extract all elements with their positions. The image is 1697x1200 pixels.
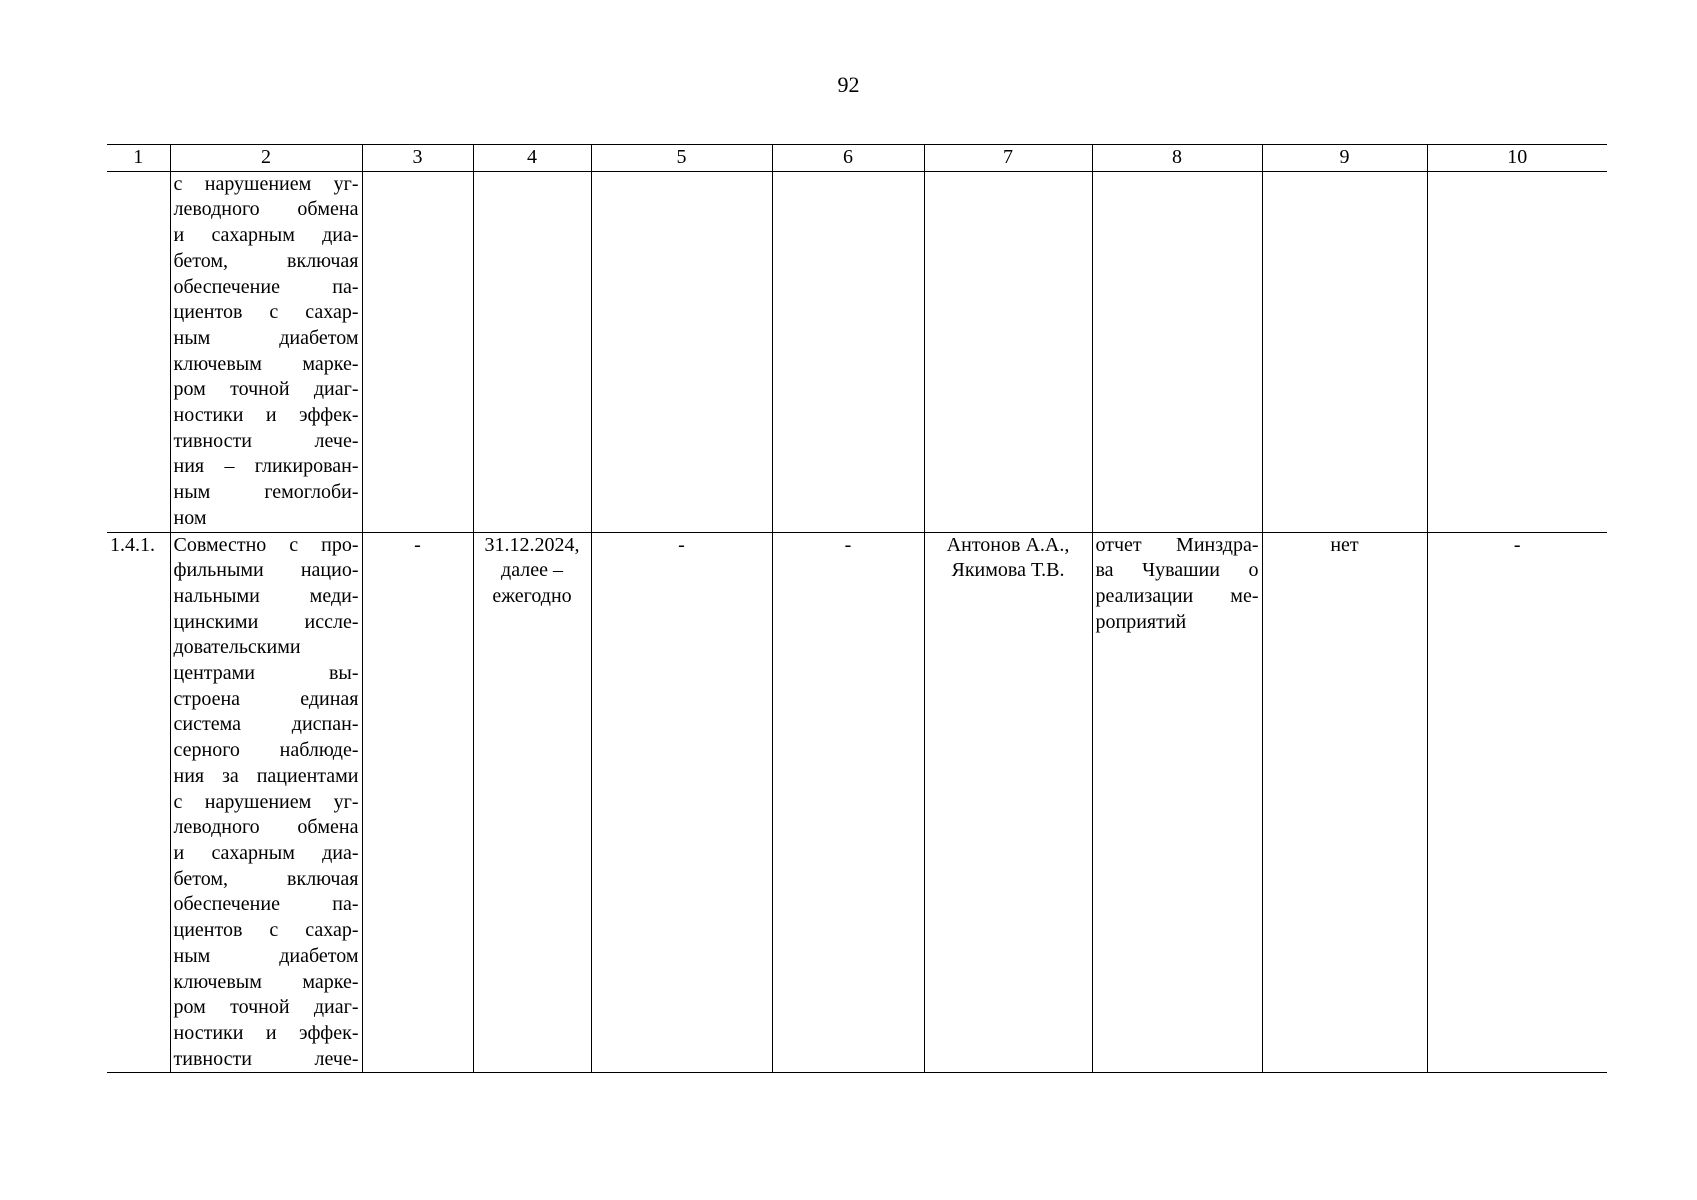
row2-description-line: ным диабетом xyxy=(173,944,359,967)
row2-description-line: ния за пациентами xyxy=(173,764,359,787)
row2-report-line: роприятий xyxy=(1095,610,1187,633)
row1-description-line: ным гемоглоби- xyxy=(173,481,359,504)
page-number: 92 xyxy=(837,72,860,97)
table-row-continuation xyxy=(107,171,1607,532)
row2-description-line: серного наблюде- xyxy=(173,739,359,762)
column-header-5: 5 xyxy=(591,145,772,172)
row2-deadline-line: 31.12.2024, xyxy=(484,533,580,556)
row1-description-line: тивности лече- xyxy=(173,429,359,452)
row1-cell-7 xyxy=(924,171,1092,532)
row1-cell-8 xyxy=(1092,171,1262,532)
row2-description-line: центрами вы- xyxy=(173,662,359,685)
row2-description-line: циентов с сахар- xyxy=(173,919,359,942)
row1-description-line: ностики и эффек- xyxy=(173,404,359,427)
row2-deadline-line: далее – xyxy=(501,559,563,582)
row2-cell-6: - xyxy=(772,532,924,1073)
row2-number-cell: 1.4.1. xyxy=(107,532,170,1073)
row1-description-line: и сахарным диа- xyxy=(173,224,359,247)
row2-description-line: бетом, включая xyxy=(173,867,359,890)
row2-description-line: система диспан- xyxy=(173,713,359,736)
row2-deadline-cell xyxy=(473,532,591,1073)
column-header-3: 3 xyxy=(362,145,473,172)
row2-cell-5: - xyxy=(591,532,772,1073)
column-header-9: 9 xyxy=(1262,145,1427,172)
row1-cell-4 xyxy=(473,171,591,532)
row1-description-line: бетом, включая xyxy=(173,249,359,272)
header-row xyxy=(107,145,1607,172)
row2-responsible-cell xyxy=(924,532,1092,1073)
row2-report-line: отчет Минздра- xyxy=(1095,533,1259,556)
column-header-2: 2 xyxy=(170,145,362,172)
row2-description-line: Совместно с про- xyxy=(173,533,359,556)
row2-description-line: строена единая xyxy=(173,687,359,710)
row2-description-line: ностики и эффек- xyxy=(173,1021,359,1044)
table-row-1-4-1 xyxy=(107,532,1607,1073)
row1-description-cell xyxy=(170,171,362,532)
row1-description-line: ния – гликирован- xyxy=(173,455,359,478)
row1-description-line: ром точной диаг- xyxy=(173,378,359,401)
row1-description-line: циентов с сахар- xyxy=(173,301,359,324)
row2-description-line: цинскими иссле- xyxy=(173,610,359,633)
row2-description-line: леводного обмена xyxy=(173,816,359,839)
row2-description-line: с нарушением уг- xyxy=(173,790,359,813)
row1-description-line: ключевым марке- xyxy=(173,352,359,375)
row2-responsible-line: Антонов А.А., xyxy=(946,533,1070,556)
row1-description-line: леводного обмена xyxy=(173,198,359,221)
row1-cell-6 xyxy=(772,171,924,532)
column-header-1: 1 xyxy=(107,145,170,172)
column-header-8: 8 xyxy=(1092,145,1262,172)
row1-cell-10 xyxy=(1427,171,1607,532)
row2-description-line: ключевым марке- xyxy=(173,970,359,993)
row2-description-line: фильными нацио- xyxy=(173,559,359,582)
row2-responsible-line: Якимова Т.В. xyxy=(951,559,1065,582)
row1-description-line: обеспечение па- xyxy=(173,275,359,298)
column-header-6: 6 xyxy=(772,145,924,172)
document-table xyxy=(107,144,1607,1073)
row1-description-line: ным диабетом xyxy=(173,326,359,349)
row2-cell-9: нет xyxy=(1262,532,1427,1073)
row2-cell-3: - xyxy=(362,532,473,1073)
row1-description-line: с нарушением уг- xyxy=(173,172,359,195)
column-header-4: 4 xyxy=(473,145,591,172)
row2-cell-10: - xyxy=(1427,532,1607,1073)
row2-report-line: реализации ме- xyxy=(1095,584,1259,607)
row2-description-line: обеспечение па- xyxy=(173,893,359,916)
row2-description-line: тивности лече- xyxy=(173,1047,359,1070)
row2-report-cell xyxy=(1092,532,1262,1073)
row1-cell-3 xyxy=(362,171,473,532)
row2-description-line: и сахарным диа- xyxy=(173,841,359,864)
row2-description-line: довательскими xyxy=(173,636,301,659)
row1-number-cell xyxy=(107,171,170,532)
column-header-10: 10 xyxy=(1427,145,1607,172)
row1-cell-5 xyxy=(591,171,772,532)
row1-cell-9 xyxy=(1262,171,1427,532)
row2-description-line: нальными меди- xyxy=(173,584,359,607)
row2-description-line: ром точной диаг- xyxy=(173,996,359,1019)
row2-deadline-line: ежегодно xyxy=(492,584,572,607)
row1-description-line: ном xyxy=(173,506,207,529)
column-header-7: 7 xyxy=(924,145,1092,172)
row2-description-cell xyxy=(170,532,362,1073)
row2-report-line: ва Чувашии о xyxy=(1095,559,1259,582)
